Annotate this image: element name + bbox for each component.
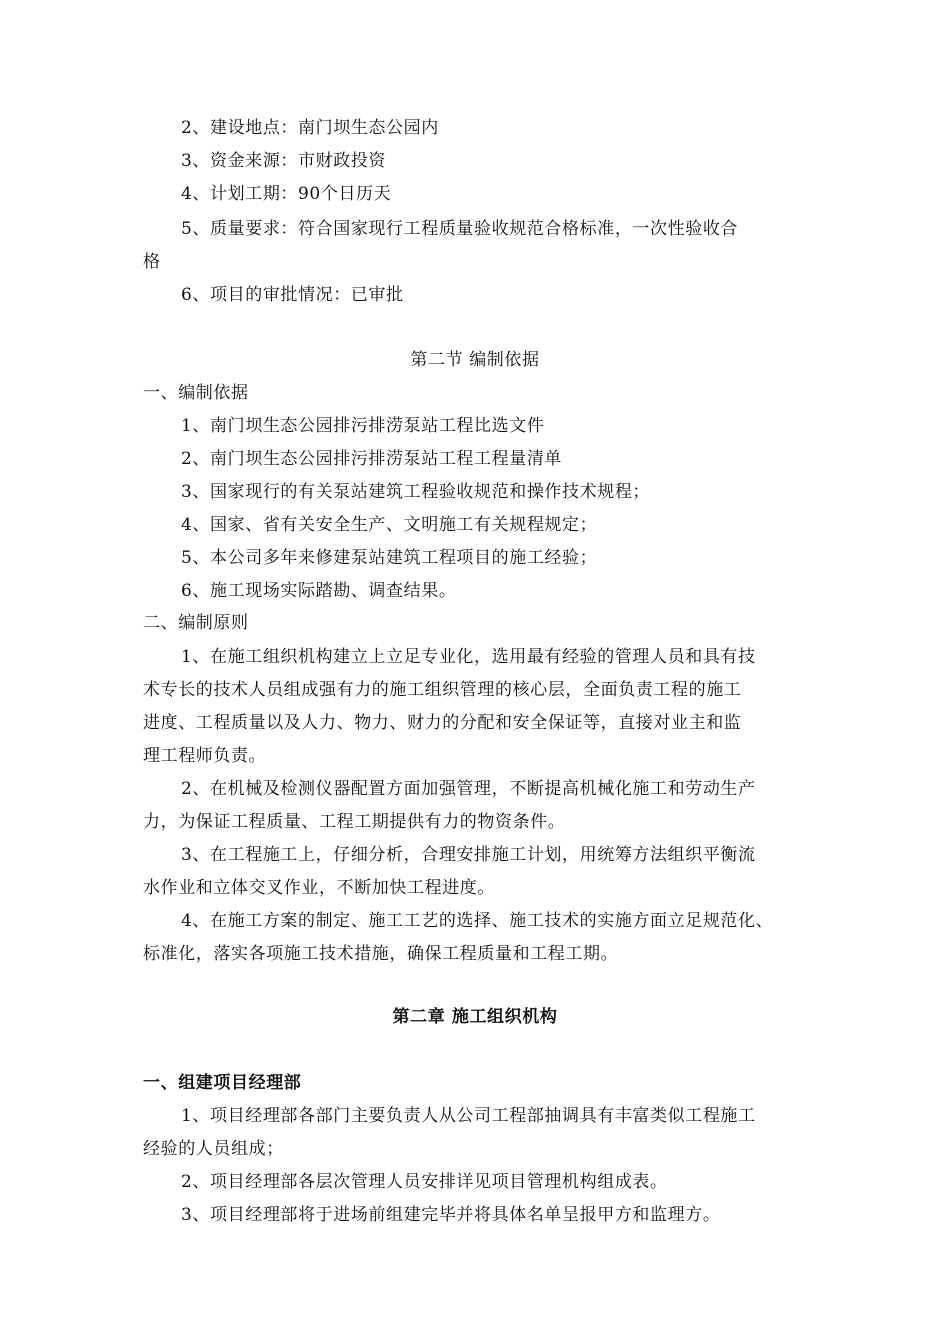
- basis-item: 4、国家、省有关安全生产、文明施工有关规程规定；: [181, 515, 598, 535]
- basis-item: 6、施工现场实际踏勘、调查结果。: [181, 581, 457, 601]
- principle-line: 力，为保证工程质量、工程工期提供有力的物资条件。: [143, 812, 566, 832]
- chapter-line: 3、项目经理部将于进场前组建完毕并将具体名单呈报甲方和监理方。: [181, 1205, 721, 1225]
- intro-item: 5、质量要求：符合国家现行工程质量验收规范合格标准，一次性验收合: [181, 219, 739, 239]
- principle-line: 理工程师负责。: [143, 746, 267, 766]
- chapter-title: 第二章 施工组织机构: [392, 1007, 558, 1027]
- chapter-line: 1、项目经理部各部门主要负责人从公司工程部抽调具有丰富类似工程施工: [181, 1106, 756, 1126]
- principle-line: 1、在施工组织机构建立上立足专业化，选用最有经验的管理人员和具有技: [181, 647, 756, 667]
- principle-line: 2、在机械及检测仪器配置方面加强管理，不断提高机械化施工和劳动生产: [181, 779, 756, 799]
- basis-heading: 一、编制依据: [143, 383, 249, 403]
- intro-item: 3、资金来源：市财政投资: [181, 151, 387, 171]
- chapter-line: 经验的人员组成；: [143, 1139, 284, 1159]
- chapter-line: 2、项目经理部各层次管理人员安排详见项目管理机构组成表。: [181, 1172, 668, 1192]
- principle-line: 进度、工程质量以及人力、物力、财力的分配和安全保证等，直接对业主和监: [143, 713, 742, 733]
- intro-item: 4、计划工期：90个日历天: [181, 184, 392, 204]
- principle-line: 3、在工程施工上，仔细分析，合理安排施工计划，用统筹方法组织平衡流: [181, 845, 756, 865]
- intro-item-continuation: 格: [143, 252, 161, 272]
- basis-item: 1、南门坝生态公园排污排涝泵站工程比选文件: [181, 416, 545, 436]
- principle-line: 标准化，落实各项施工技术措施，确保工程质量和工程工期。: [143, 944, 619, 964]
- principle-line: 术专长的技术人员组成强有力的施工组织管理的核心层，全面负责工程的施工: [143, 680, 742, 700]
- chapter-heading: 一、组建项目经理部: [143, 1073, 302, 1093]
- section-title: 第二节 编制依据: [410, 350, 540, 370]
- principle-line: 水作业和立体交叉作业，不断加快工程进度。: [143, 878, 495, 898]
- basis-item: 2、南门坝生态公园排污排涝泵站工程工程量清单: [181, 449, 563, 469]
- principle-heading: 二、编制原则: [143, 613, 249, 633]
- intro-item: 6、项目的审批情况：已审批: [181, 285, 404, 305]
- intro-item: 2、建设地点：南门坝生态公园内: [181, 118, 439, 138]
- basis-item: 3、国家现行的有关泵站建筑工程验收规范和操作技术规程；: [181, 482, 651, 502]
- principle-line: 4、在施工方案的制定、施工工艺的选择、施工技术的实施方面立足规范化、: [181, 911, 774, 931]
- basis-item: 5、本公司多年来修建泵站建筑工程项目的施工经验；: [181, 548, 598, 568]
